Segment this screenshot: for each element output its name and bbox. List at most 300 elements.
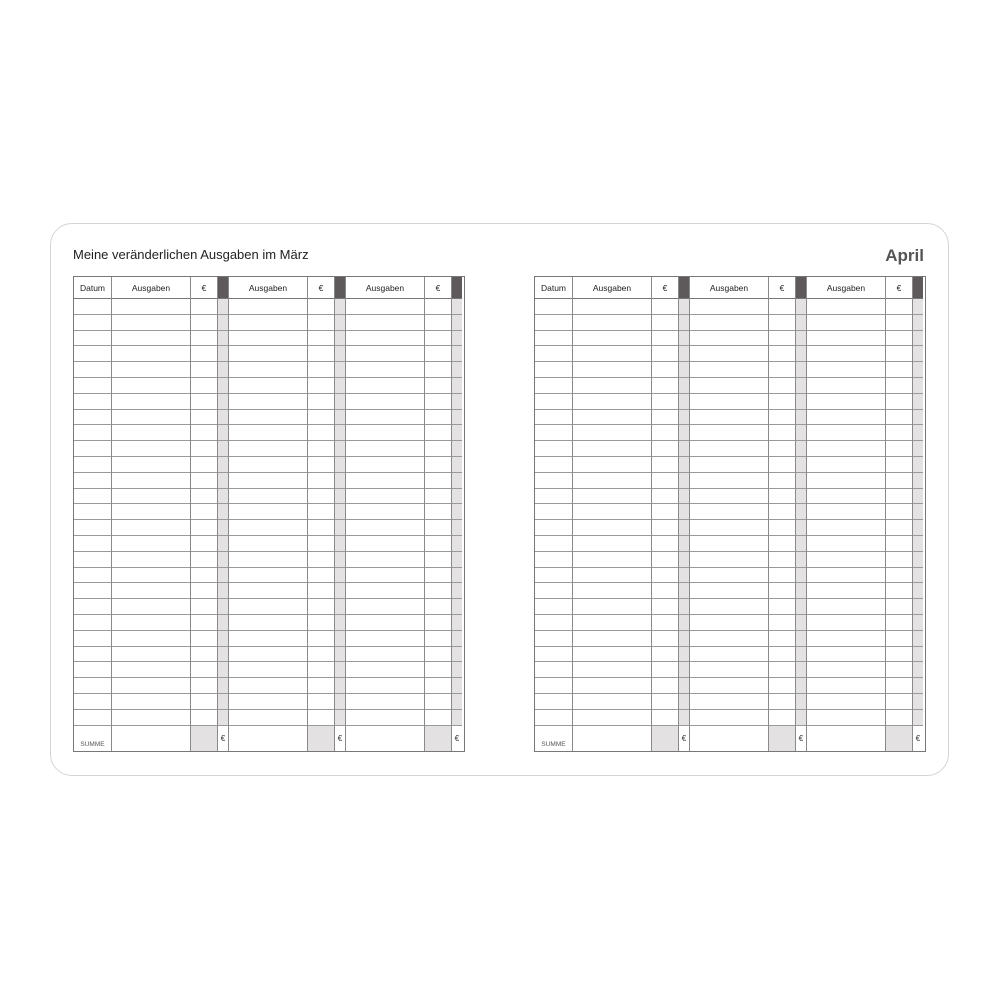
- entry-cell: [191, 504, 217, 520]
- entry-cell: [229, 552, 307, 568]
- entry-cell: [346, 331, 424, 347]
- entry-cell: [452, 631, 462, 647]
- entry-cell: [425, 299, 451, 315]
- entry-cell: [229, 504, 307, 520]
- entry-cell: [679, 631, 689, 647]
- entry-cell: [74, 662, 111, 678]
- entry-cell: [229, 583, 307, 599]
- subtotal-bar: [795, 277, 806, 751]
- currency-header: €: [769, 277, 795, 299]
- entry-cell: [218, 662, 228, 678]
- entry-cell: [769, 710, 795, 726]
- expense-header: Ausgaben: [807, 277, 885, 299]
- entry-cell: [191, 346, 217, 362]
- entry-cell: [335, 394, 345, 410]
- entry-cell: [769, 694, 795, 710]
- entry-cell: [573, 346, 651, 362]
- entry-cell: [913, 631, 923, 647]
- entry-cell: [690, 504, 768, 520]
- entry-cell: [886, 599, 912, 615]
- entry-cell: [452, 504, 462, 520]
- entry-cell: [335, 362, 345, 378]
- entry-cell: [218, 299, 228, 315]
- entry-cell: [690, 615, 768, 631]
- entry-cell: [229, 662, 307, 678]
- entry-cell: [112, 394, 190, 410]
- entry-cell: [335, 662, 345, 678]
- entry-cell: [807, 662, 885, 678]
- entry-cell: [191, 378, 217, 394]
- entry-cell: [346, 694, 424, 710]
- entry-cell: [191, 583, 217, 599]
- entry-cell: [913, 425, 923, 441]
- expense-column: [572, 277, 651, 751]
- entry-cell: [191, 362, 217, 378]
- entry-cell: [335, 631, 345, 647]
- entry-cell: [112, 631, 190, 647]
- entry-cell: [229, 710, 307, 726]
- entry-cell: [690, 678, 768, 694]
- entry-cell: [346, 710, 424, 726]
- entry-cell: [112, 710, 190, 726]
- entry-cell: [218, 378, 228, 394]
- entry-cell: [191, 710, 217, 726]
- entry-cell: [679, 599, 689, 615]
- entry-cell: [796, 694, 806, 710]
- entry-cell: [308, 568, 334, 584]
- entry-cell: [452, 457, 462, 473]
- entry-cell: [652, 568, 678, 584]
- entry-cell: [112, 457, 190, 473]
- entry-cell: [346, 299, 424, 315]
- entry-cell: [112, 662, 190, 678]
- entry-cell: [425, 552, 451, 568]
- entry-cell: [308, 410, 334, 426]
- entry-cell: [425, 520, 451, 536]
- entry-cell: [807, 647, 885, 663]
- entry-cell: [535, 489, 572, 505]
- entry-cell: [218, 647, 228, 663]
- entry-cell: [74, 489, 111, 505]
- sum-currency: €: [452, 726, 462, 751]
- entry-cell: [796, 536, 806, 552]
- entry-cell: [886, 552, 912, 568]
- entry-cell: [191, 315, 217, 331]
- entry-cell: [112, 599, 190, 615]
- entry-cell: [807, 394, 885, 410]
- entry-cell: [886, 647, 912, 663]
- entry-cell: [886, 378, 912, 394]
- entry-cell: [335, 346, 345, 362]
- entry-cell: [886, 394, 912, 410]
- entry-cell: [796, 441, 806, 457]
- sum-currency: €: [913, 726, 923, 751]
- entry-cell: [573, 536, 651, 552]
- entry-cell: [112, 520, 190, 536]
- entry-cell: [679, 473, 689, 489]
- entry-cell: [679, 378, 689, 394]
- entry-cell: [229, 425, 307, 441]
- entry-cell: [690, 647, 768, 663]
- entry-cell: [886, 615, 912, 631]
- entry-cell: [769, 615, 795, 631]
- entry-cell: [679, 362, 689, 378]
- entry-cell: [652, 552, 678, 568]
- entry-cell: [769, 583, 795, 599]
- entry-cell: [573, 678, 651, 694]
- entry-cell: [112, 425, 190, 441]
- entry-cell: [652, 315, 678, 331]
- entry-cell: [112, 362, 190, 378]
- entry-cell: [346, 362, 424, 378]
- sum-currency: €: [796, 726, 806, 751]
- entry-cell: [679, 489, 689, 505]
- entry-cell: [346, 425, 424, 441]
- date-column: [74, 277, 111, 751]
- entry-cell: [112, 378, 190, 394]
- entry-cell: [535, 583, 572, 599]
- entry-cell: [535, 615, 572, 631]
- entry-cell: [346, 315, 424, 331]
- entry-cell: [886, 583, 912, 599]
- entry-cell: [652, 520, 678, 536]
- entry-cell: [112, 504, 190, 520]
- entry-cell: [690, 441, 768, 457]
- entry-cell: [218, 394, 228, 410]
- entry-cell: [346, 615, 424, 631]
- entry-cell: [308, 489, 334, 505]
- entry-cell: [535, 678, 572, 694]
- entry-cell: [74, 457, 111, 473]
- entry-cell: [913, 647, 923, 663]
- entry-cell: [191, 425, 217, 441]
- entry-cell: [191, 394, 217, 410]
- entry-cell: [452, 378, 462, 394]
- entry-cell: [913, 362, 923, 378]
- entry-cell: [74, 504, 111, 520]
- entry-cell: [913, 583, 923, 599]
- entry-cell: [452, 299, 462, 315]
- entry-cell: [796, 520, 806, 536]
- entry-cell: [535, 457, 572, 473]
- expense-header: Ausgaben: [573, 277, 651, 299]
- entry-cell: [886, 694, 912, 710]
- entry-cell: [769, 331, 795, 347]
- entry-cell: [535, 694, 572, 710]
- entry-cell: [218, 504, 228, 520]
- entry-cell: [679, 457, 689, 473]
- entry-cell: [308, 394, 334, 410]
- entry-cell: [229, 473, 307, 489]
- entry-cell: [335, 410, 345, 426]
- entry-cell: [346, 346, 424, 362]
- expense-column: [111, 277, 190, 751]
- entry-cell: [452, 568, 462, 584]
- entry-cell: [112, 315, 190, 331]
- entry-cell: [218, 425, 228, 441]
- entry-cell: [346, 504, 424, 520]
- entry-cell: [807, 362, 885, 378]
- entry-cell: [807, 346, 885, 362]
- entry-cell: [425, 425, 451, 441]
- entry-cell: [769, 568, 795, 584]
- entry-cell: [335, 552, 345, 568]
- entry-cell: [690, 410, 768, 426]
- entry-cell: [652, 710, 678, 726]
- entry-cell: [886, 520, 912, 536]
- entry-cell: [335, 331, 345, 347]
- entry-cell: [652, 599, 678, 615]
- entry-cell: [807, 378, 885, 394]
- entry-cell: [573, 568, 651, 584]
- entry-cell: [346, 394, 424, 410]
- entry-cell: [452, 489, 462, 505]
- entry-cell: [452, 331, 462, 347]
- entry-cell: [679, 662, 689, 678]
- entry-cell: [191, 662, 217, 678]
- entry-cell: [535, 441, 572, 457]
- entry-cell: [535, 536, 572, 552]
- entry-cell: [573, 647, 651, 663]
- amount-column: [190, 277, 217, 751]
- entry-cell: [690, 362, 768, 378]
- entry-cell: [573, 662, 651, 678]
- entry-cell: [886, 410, 912, 426]
- entry-cell: [679, 536, 689, 552]
- entry-cell: [308, 678, 334, 694]
- entry-cell: [74, 631, 111, 647]
- entry-cell: [573, 362, 651, 378]
- entry-cell: [335, 489, 345, 505]
- entry-cell: [690, 710, 768, 726]
- entry-cell: [573, 694, 651, 710]
- entry-cell: [913, 299, 923, 315]
- entry-cell: [690, 599, 768, 615]
- entry-cell: [796, 425, 806, 441]
- amount-column: [307, 277, 334, 751]
- entry-cell: [573, 504, 651, 520]
- entry-cell: [229, 536, 307, 552]
- entry-cell: [425, 346, 451, 362]
- entry-cell: [535, 568, 572, 584]
- entry-cell: [652, 362, 678, 378]
- entry-cell: [74, 536, 111, 552]
- entry-cell: [229, 647, 307, 663]
- entry-cell: [74, 694, 111, 710]
- entry-cell: [335, 520, 345, 536]
- entry-cell: [229, 615, 307, 631]
- entry-cell: [573, 457, 651, 473]
- entry-cell: [886, 457, 912, 473]
- entry-cell: [796, 489, 806, 505]
- sum-currency: €: [218, 726, 228, 751]
- entry-cell: [886, 489, 912, 505]
- entry-cell: [452, 425, 462, 441]
- entry-cell: [112, 346, 190, 362]
- entry-cell: [112, 678, 190, 694]
- entry-cell: [913, 568, 923, 584]
- entry-cell: [112, 410, 190, 426]
- entry-cell: [112, 552, 190, 568]
- subtotal-bar: [334, 277, 345, 751]
- entry-cell: [652, 299, 678, 315]
- entry-cell: [112, 694, 190, 710]
- entry-cell: [573, 410, 651, 426]
- entry-cell: [913, 694, 923, 710]
- entry-cell: [690, 473, 768, 489]
- entry-cell: [796, 473, 806, 489]
- entry-cell: [679, 552, 689, 568]
- entry-cell: [425, 315, 451, 331]
- entry-cell: [679, 441, 689, 457]
- entry-cell: [807, 678, 885, 694]
- entry-cell: [679, 647, 689, 663]
- entry-cell: [308, 331, 334, 347]
- entry-cell: [807, 441, 885, 457]
- entry-cell: [573, 599, 651, 615]
- entry-cell: [346, 457, 424, 473]
- entry-cell: [807, 583, 885, 599]
- entry-cell: [796, 504, 806, 520]
- entry-cell: [807, 410, 885, 426]
- entry-cell: [229, 362, 307, 378]
- entry-cell: [452, 394, 462, 410]
- sum-currency: €: [335, 726, 345, 751]
- entry-cell: [769, 678, 795, 694]
- entry-cell: [335, 678, 345, 694]
- entry-cell: [346, 647, 424, 663]
- entry-cell: [191, 473, 217, 489]
- entry-cell: [652, 410, 678, 426]
- entry-cell: [913, 346, 923, 362]
- entry-cell: [807, 299, 885, 315]
- entry-cell: [886, 536, 912, 552]
- entry-cell: [913, 410, 923, 426]
- ledger-table-right: [534, 276, 926, 752]
- currency-header: €: [886, 277, 912, 299]
- entry-cell: [452, 552, 462, 568]
- entry-cell: [690, 631, 768, 647]
- entry-cell: [886, 662, 912, 678]
- entry-cell: [807, 425, 885, 441]
- entry-cell: [74, 615, 111, 631]
- entry-cell: [796, 552, 806, 568]
- entry-cell: [535, 631, 572, 647]
- entry-cell: [652, 536, 678, 552]
- entry-cell: [308, 694, 334, 710]
- entry-cell: [229, 489, 307, 505]
- entry-cell: [112, 331, 190, 347]
- entry-cell: [425, 536, 451, 552]
- entry-cell: [74, 394, 111, 410]
- entry-cell: [74, 425, 111, 441]
- entry-cell: [769, 457, 795, 473]
- entry-cell: [679, 425, 689, 441]
- entry-cell: [652, 583, 678, 599]
- entry-cell: [535, 662, 572, 678]
- expense-column: [228, 277, 307, 751]
- entry-cell: [229, 410, 307, 426]
- entry-cell: [535, 710, 572, 726]
- entry-cell: [218, 315, 228, 331]
- entry-cell: [652, 473, 678, 489]
- entry-cell: [807, 599, 885, 615]
- entry-cell: [652, 378, 678, 394]
- entry-cell: [573, 299, 651, 315]
- entry-cell: [796, 362, 806, 378]
- entry-cell: [690, 583, 768, 599]
- entry-cell: [690, 489, 768, 505]
- entry-cell: [452, 315, 462, 331]
- entry-cell: [886, 710, 912, 726]
- entry-cell: [913, 615, 923, 631]
- ledger-table-left: [73, 276, 465, 752]
- entry-cell: [346, 473, 424, 489]
- entry-cell: [807, 504, 885, 520]
- entry-cell: [74, 378, 111, 394]
- entry-cell: [769, 599, 795, 615]
- entry-cell: [74, 441, 111, 457]
- entry-cell: [308, 346, 334, 362]
- entry-cell: [229, 378, 307, 394]
- entry-cell: [335, 599, 345, 615]
- currency-header: €: [652, 277, 678, 299]
- entry-cell: [74, 520, 111, 536]
- entry-cell: [191, 489, 217, 505]
- entry-cell: [690, 662, 768, 678]
- entry-cell: [452, 473, 462, 489]
- entry-cell: [346, 552, 424, 568]
- entry-cell: [335, 536, 345, 552]
- entry-cell: [679, 331, 689, 347]
- entry-cell: [913, 378, 923, 394]
- entry-cell: [807, 331, 885, 347]
- entry-cell: [335, 568, 345, 584]
- entry-cell: [191, 457, 217, 473]
- entry-cell: [74, 346, 111, 362]
- entry-cell: [679, 568, 689, 584]
- entry-cell: [335, 473, 345, 489]
- entry-cell: [690, 394, 768, 410]
- entry-cell: [74, 362, 111, 378]
- entry-cell: [769, 473, 795, 489]
- entry-cell: [346, 378, 424, 394]
- entry-cell: [191, 331, 217, 347]
- entry-cell: [452, 599, 462, 615]
- entry-cell: [308, 536, 334, 552]
- entry-cell: [112, 441, 190, 457]
- entry-cell: [425, 504, 451, 520]
- entry-cell: [807, 710, 885, 726]
- subtotal-bar: [451, 277, 462, 751]
- entry-cell: [652, 457, 678, 473]
- entry-cell: [335, 457, 345, 473]
- expense-header: Ausgaben: [346, 277, 424, 299]
- entry-cell: [229, 631, 307, 647]
- entry-cell: [229, 568, 307, 584]
- entry-cell: [218, 678, 228, 694]
- entry-cell: [218, 441, 228, 457]
- expense-column: [689, 277, 768, 751]
- entry-cell: [652, 504, 678, 520]
- entry-cell: [886, 473, 912, 489]
- entry-cell: [425, 694, 451, 710]
- entry-cell: [807, 315, 885, 331]
- entry-cell: [769, 631, 795, 647]
- entry-cell: [74, 299, 111, 315]
- entry-cell: [690, 299, 768, 315]
- entry-cell: [796, 315, 806, 331]
